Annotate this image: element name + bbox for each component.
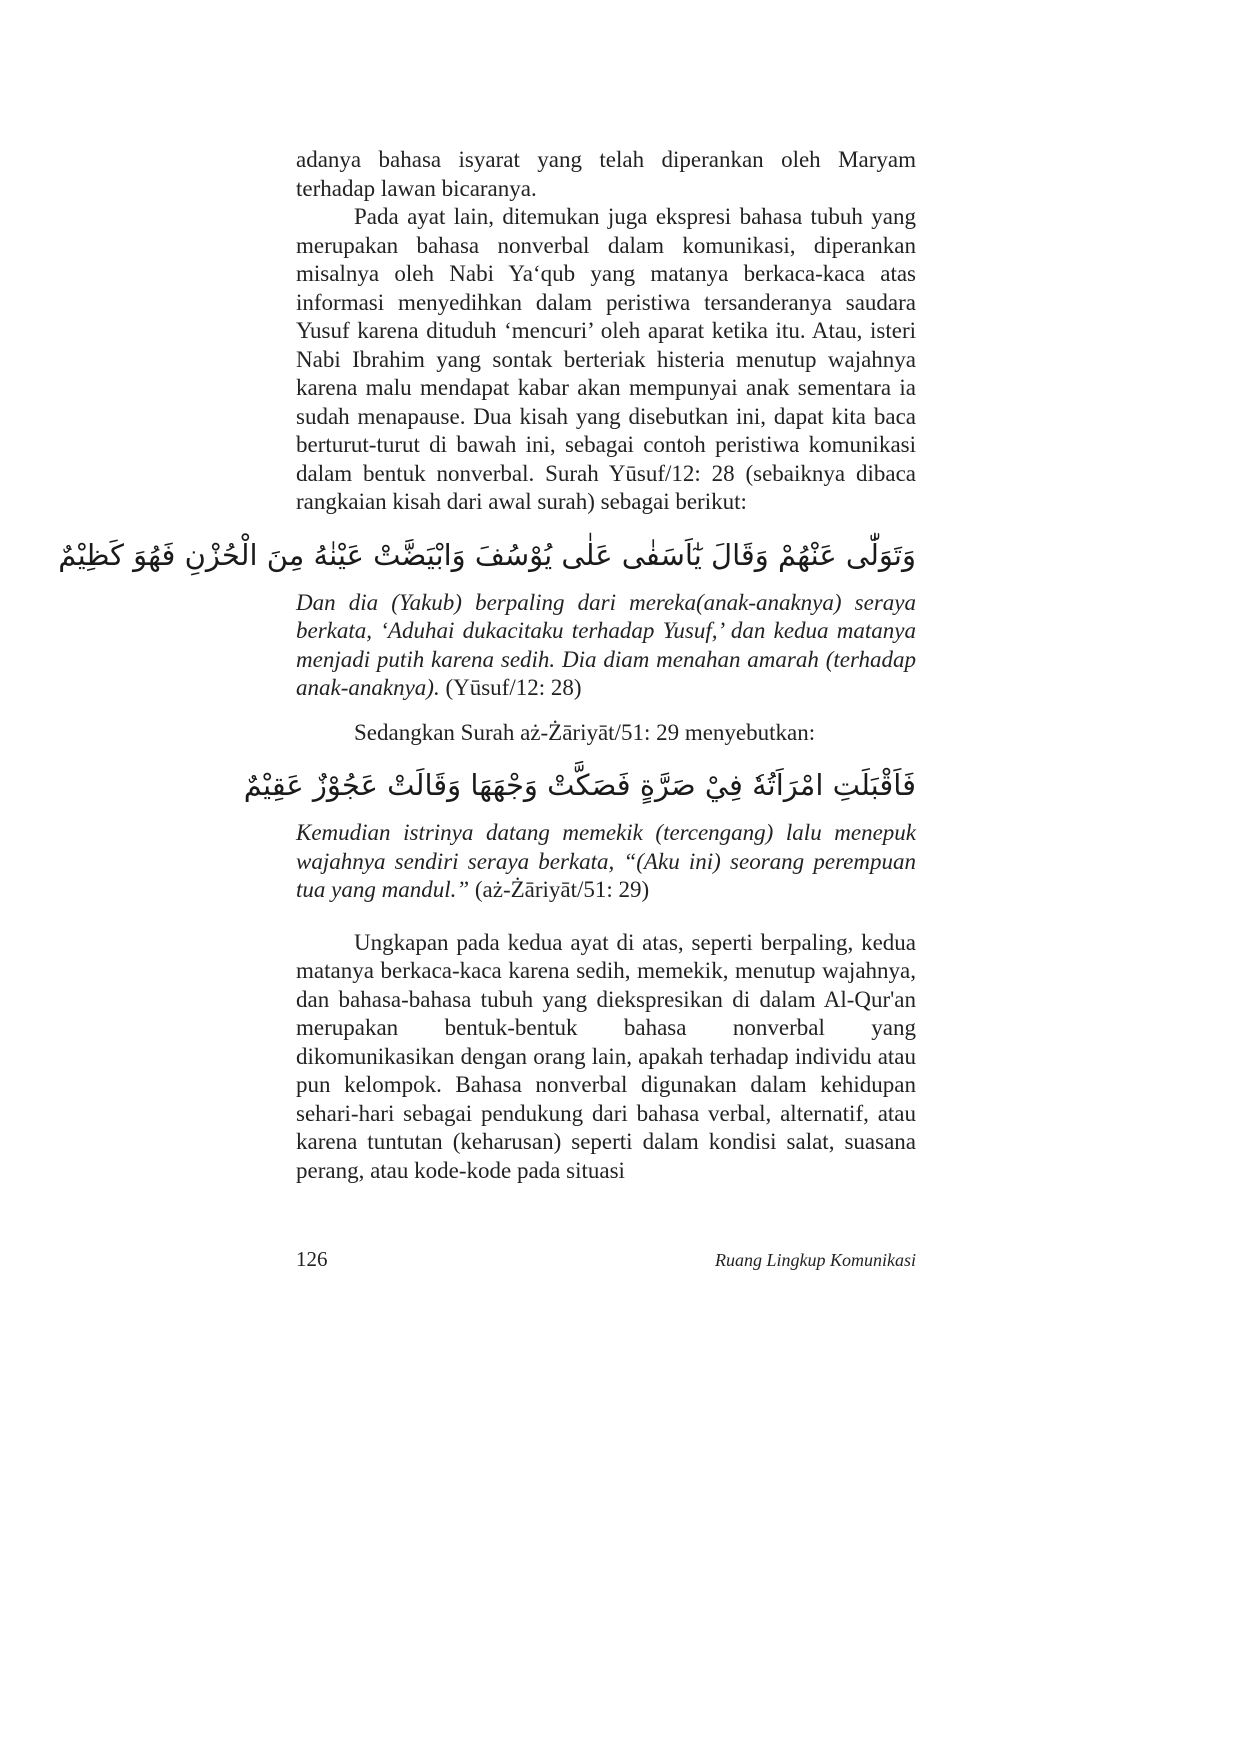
verse-translation-yusuf-text: Dan dia (Yakub) berpaling dari mereka(anak-anaknya) seraya berkata, ‘Aduhai dukacitaku terhadap Yusuf,’ dan kedua matanya menjadi putih karena sedih. Dia diam menahan amarah (terhadap anak-anaknya). — [296, 589, 916, 700]
running-title: Ruang Lingkup Komunikasi — [715, 1250, 916, 1270]
verse-translation-dzariyat — [296, 819, 916, 905]
quran-verse-dzariyat-51-29: فَاَقْبَلَتِ امْرَاَتُهٗ فِيْ صَرَّةٍ فَصَكَّتْ وَجْهَهَا وَقَالَتْ عَجُوْزٌ عَقِيْمٌ — [243, 768, 916, 802]
verse-translation-yusuf — [296, 589, 916, 703]
verse-translation-dzariyat-text: Kemudian istrinya datang memekik (tercengang) lalu menepuk wajahnya sendiri seraya berkata, “(Aku ini) seorang perempuan tua yang mandul.” — [296, 820, 916, 902]
paragraph-continuation: adanya bahasa isyarat yang telah diperankan oleh Maryam terhadap lawan bicaranya. — [296, 147, 916, 201]
page-number: 126 — [296, 1247, 328, 1271]
verse-reference-dzariyat: (aż-Żāriyāt/51: 29) — [474, 877, 650, 902]
page-content — [58, 146, 916, 1185]
quran-verse-yusuf-12-28: وَتَوَلّٰى عَنْهُمْ وَقَالَ يٰٓاَسَفٰى عَلٰى يُوْسُفَ وَابْيَضَّتْ عَيْنٰهُ مِنَ الْحُزْنِ فَهُوَ كَظِيْمٌ — [58, 537, 916, 572]
page-footer — [296, 1247, 916, 1272]
verse-reference-yusuf: (Yūsuf/12: 28) — [445, 675, 582, 700]
verse-intro-dzariyat: Sedangkan Surah aż-Żāriyāt/51: 29 menyebutkan: — [354, 719, 816, 745]
paragraph-nonverbal-summary: Ungkapan pada kedua ayat di atas, seperti berpaling, kedua matanya berkaca-kaca karena sedih, memekik, menutup wajahnya, dan bahasa-bahasa tubuh yang diekspresikan di dalam Al-Qur'an merupakan bentuk-bentuk bahasa nonverbal yang dikomunikasikan dengan orang lain, apakah terhadap individu atau pun kelompok. Bahasa nonverbal digunakan dalam kehidupan sehari-hari sebagai pendukung dari bahasa verbal, alternatif, atau karena tuntutan (keharusan) seperti dalam kondisi salat, suasana perang, atau kode-kode pada situasi — [296, 929, 916, 1183]
paragraph-nonverbal-examples: Pada ayat lain, ditemukan juga ekspresi bahasa tubuh yang merupakan bahasa nonverbal dalam komunikasi, diperankan misalnya oleh Nabi Ya‘qub yang matanya berkaca-kaca atas informasi menyedihkan dalam peristiwa tersanderanya saudara Yusuf karena dituduh ‘mencuri’ oleh aparat ketika itu. Atau, isteri Nabi Ibrahim yang sontak berteriak histeria menutup wajahnya karena malu mendapat kabar akan mempunyai anak sementara ia sudah menapause. Dua kisah yang disebutkan ini, dapat kita baca berturut-turut di bawah ini, sebagai contoh peristiwa komunikasi dalam bentuk nonverbal. Surah Yūsuf/12: 28 (sebaiknya dibaca rangkaian kisah dari awal surah) sebagai berikut: — [296, 204, 916, 514]
